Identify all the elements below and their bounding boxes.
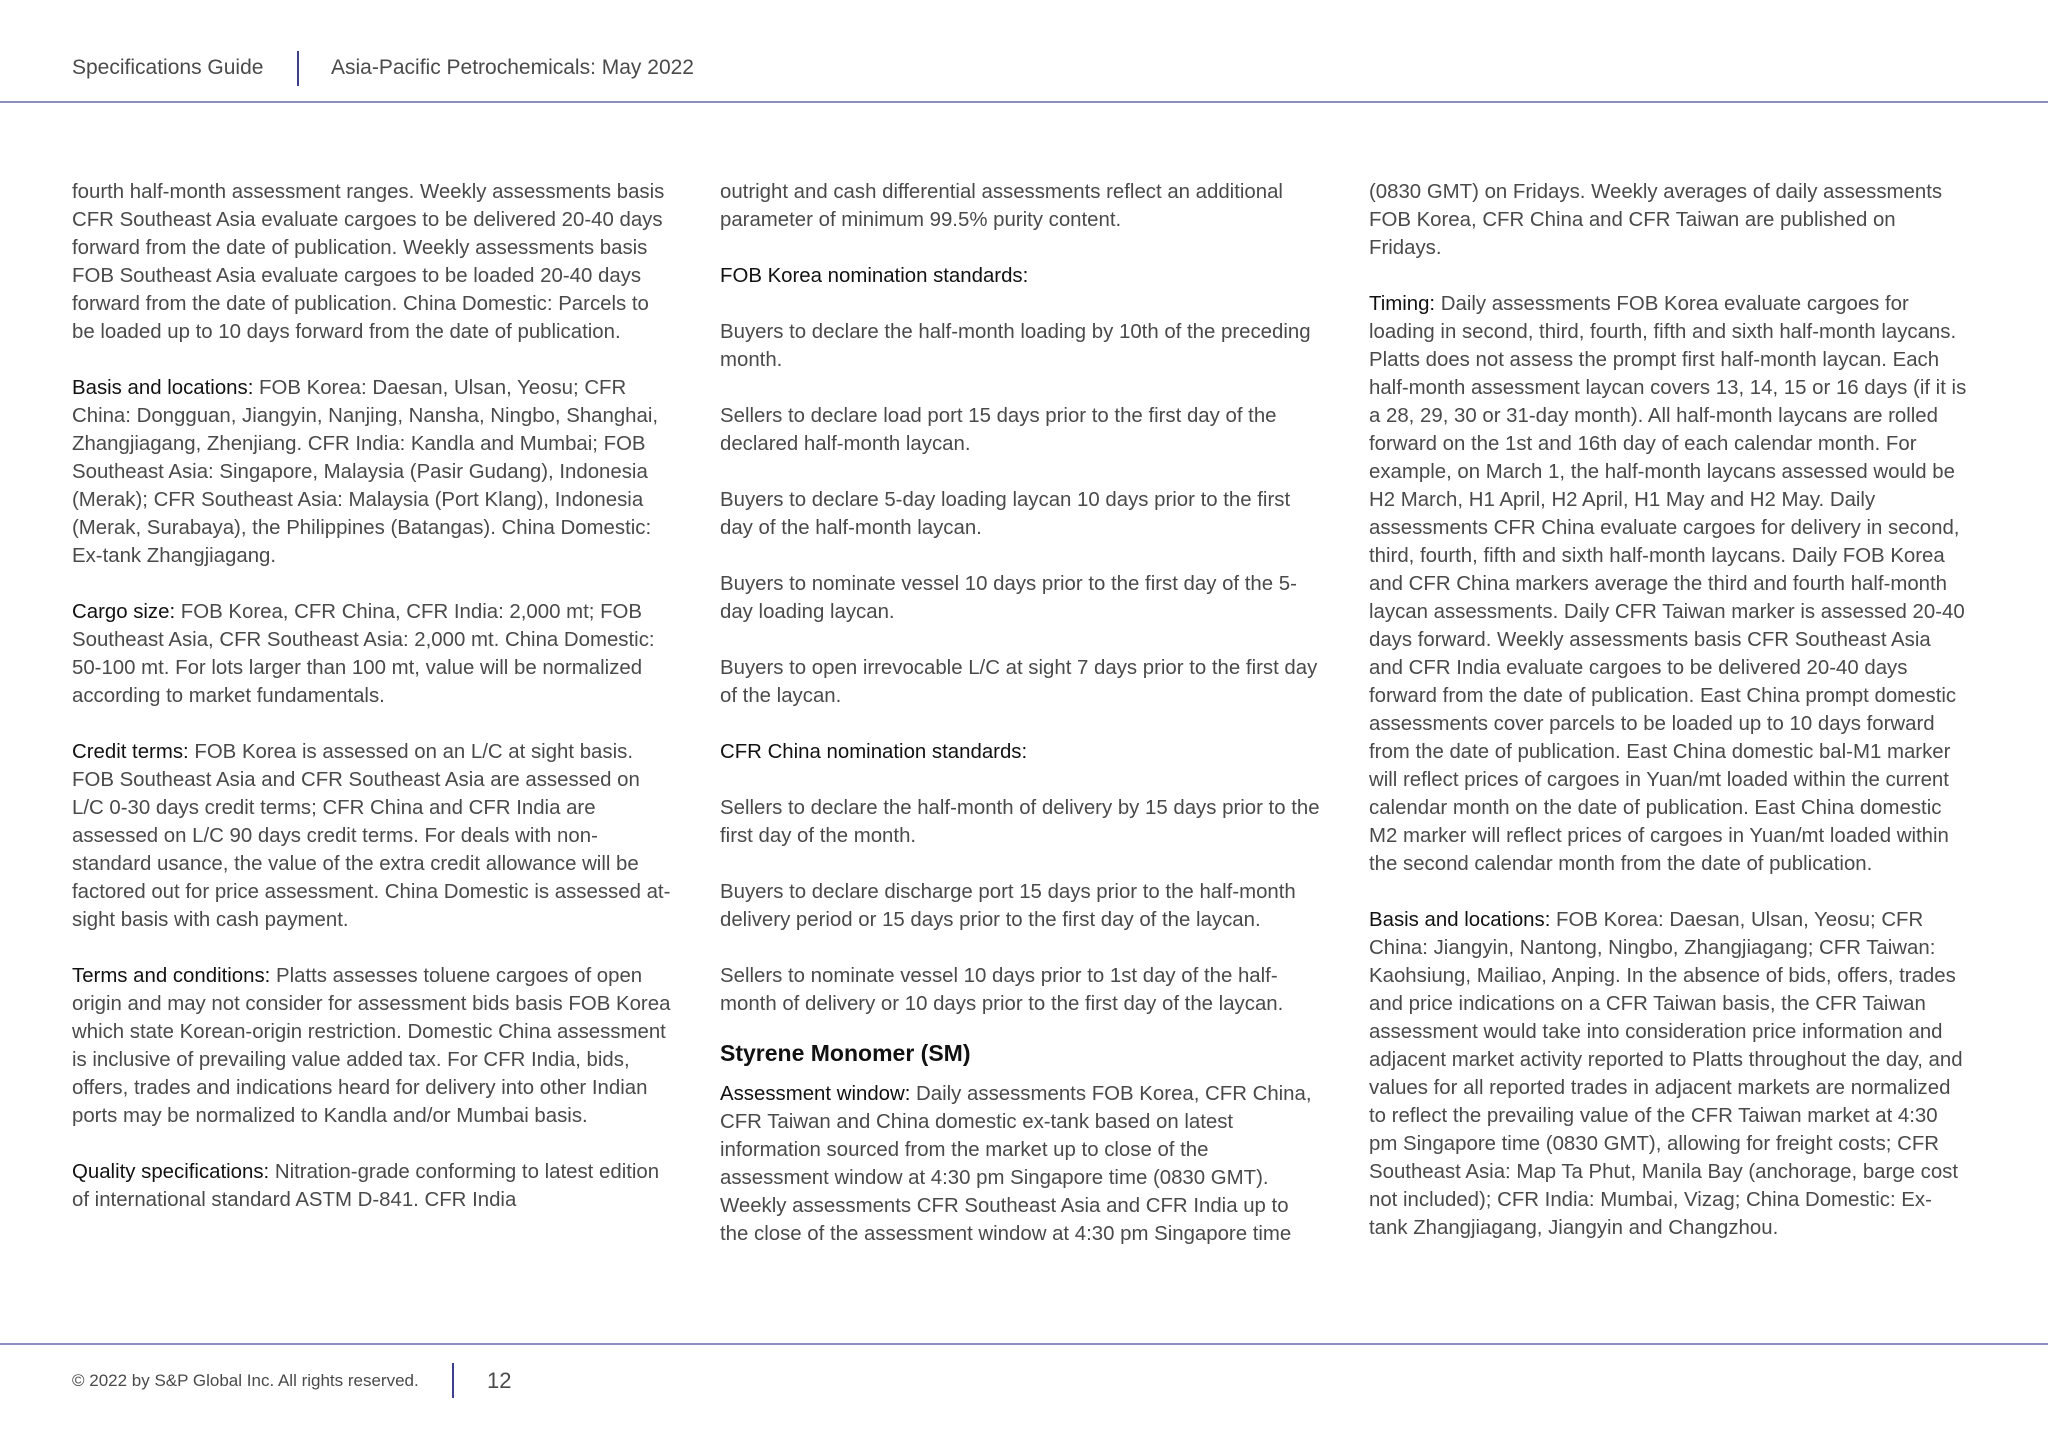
- cargo-size-label: Cargo size:: [72, 601, 176, 623]
- page-header: [0, 0, 2048, 103]
- paragraph-text: fourth half-month assessment ranges. Weekly assessments basis CFR Southeast Asia evaluate cargoes to be delivered 20-40 days forward from the date of publication. Weekly assessments basis FOB Southeast Asia evaluate cargoes to be loaded 20-40 days forward from the date of publication. China Domestic: Parcels to be loaded up to 10 days forward from the date of publication.: [72, 181, 665, 343]
- quality-specifications-paragraph: [72, 1158, 672, 1214]
- quality-specifications-text: Nitration-grade conforming to latest edition of international standard ASTM D-841. CFR India: [72, 1161, 660, 1211]
- cfr-nomination-item-2: Buyers to declare discharge port 15 days prior to the half-month delivery period or 15 days prior to the first day of the laycan.: [720, 881, 1296, 931]
- quality-specifications-label: Quality specifications:: [72, 1161, 270, 1183]
- paragraph: [720, 178, 1320, 234]
- timing-text: Daily assessments FOB Korea evaluate cargoes for loading in second, third, fourth, fifth and sixth half-month laycans. Platts does not assess the prompt first half-month laycan. Each half-month assessment laycan covers 13, 14, 15 or 16 days (if it is a 28, 29, 30 or 31-day month). All half-month laycans are rolled forward on the 1st and 16th day of each calendar month. For example, on March 1, the half-month laycans assessed would be H2 March, H1 April, H2 April, H1 May and H2 May. Daily assessments CFR China evaluate cargoes for delivery in second, third, fourth, fifth and sixth half-month laycans. Daily FOB Korea and CFR China markers average the third and fourth half-month laycan assessments. Daily CFR Taiwan marker is assessed 20-40 days forward. Weekly assessments basis CFR Southeast Asia and CFR India evaluate cargoes to be delivered 20-40 days forward from the date of publication. East China prompt domestic assessments cover parcels to be loaded up to 10 days forward from the date of publication. East China domestic bal-M1 marker will reflect prices of cargoes in Yuan/mt loaded within the current calendar month on the date of publication. East China domestic M2 marker will reflect prices of cargoes in Yuan/mt loaded within the second calendar month from the date of publication.: [1369, 293, 1967, 875]
- cargo-size-paragraph: [72, 598, 672, 710]
- cfr-nomination-item-1: Sellers to declare the half-month of delivery by 15 days prior to the first day of the month.: [720, 797, 1320, 847]
- basis-locations-text: FOB Korea: Daesan, Ulsan, Yeosu; CFR China: Jiangyin, Nantong, Ningbo, Zhangjiagang; CFR Taiwan: Kaohsiung, Mailiao, Anping. In the absence of bids, offers, trades and price indications on a CFR Taiwan basis, the CFR Taiwan assessment would take into consideration price information and adjacent market activity reported to Platts throughout the day, and values for all reported trades in adjacent markets are normalized to reflect the prevailing value of the CFR Taiwan market at 4:30 pm Singapore time (0830 GMT), allowing for freight costs; CFR Southeast Asia: Map Ta Phut, Manila Bay (anchorage, barge cost not included); CFR India: Mumbai, Vizag; China Domestic: Ex-tank Zhangjiagang, Jiangyin and Changzhou.: [1369, 909, 1963, 1239]
- fob-korea-nomination-heading: FOB Korea nomination standards:: [720, 265, 1029, 287]
- terms-conditions-text: Platts assesses toluene cargoes of open origin and may not consider for assessment bids basis FOB Korea which state Korean-origin restriction. Domestic China assessment is inclusive of prevailing value added tax. For CFR India, bids, offers, trades and indications heard for delivery into other Indian ports may be normalized to Kandla and/or Mumbai basis.: [72, 965, 671, 1127]
- fob-nomination-item-5: Buyers to open irrevocable L/C at sight 7 days prior to the first day of the laycan.: [720, 657, 1318, 707]
- basis-locations-label: Basis and locations:: [72, 377, 254, 399]
- fob-nomination-item-3: Buyers to declare 5-day loading laycan 10 days prior to the first day of the half-month laycan.: [720, 489, 1291, 539]
- document-title: Asia-Pacific Petrochemicals: May 2022: [331, 56, 694, 79]
- page-footer: [0, 1343, 2048, 1448]
- assessment-window-paragraph: [720, 1080, 1320, 1248]
- footer-divider: [452, 1363, 454, 1398]
- paragraph: [1369, 178, 1969, 262]
- column-2: [720, 178, 1320, 1276]
- paragraph-text: (0830 GMT) on Fridays. Weekly averages of daily assessments FOB Korea, CFR China and CFR Taiwan are published on Fridays.: [1369, 181, 1943, 259]
- credit-terms-text: FOB Korea is assessed on an L/C at sight basis. FOB Southeast Asia and CFR Southeast Asia are assessed on L/C 0-30 days credit terms; CFR China and CFR India are assessed on L/C 90 days credit terms. For deals with non-standard usance, the value of the extra credit allowance will be factored out for price assessment. China Domestic is assessed at-sight basis with cash payment.: [72, 741, 671, 931]
- fob-nomination-item-4: Buyers to nominate vessel 10 days prior to the first day of the 5-day loading laycan.: [720, 573, 1297, 623]
- content-columns: [72, 178, 1977, 1298]
- cfr-nomination-item-3: Sellers to nominate vessel 10 days prior to 1st day of the half-month of delivery or 10 days prior to the first day of the laycan.: [720, 965, 1284, 1015]
- timing-label: Timing:: [1369, 293, 1436, 315]
- cfr-china-nomination-heading: CFR China nomination standards:: [720, 741, 1028, 763]
- timing-paragraph: [1369, 290, 1969, 878]
- terms-conditions-paragraph: [72, 962, 672, 1130]
- guide-title: Specifications Guide: [72, 56, 264, 79]
- basis-locations-paragraph: [72, 374, 672, 570]
- column-1: [72, 178, 672, 1242]
- fob-nomination-item-1: Buyers to declare the half-month loading by 10th of the preceding month.: [720, 321, 1311, 371]
- basis-locations-paragraph: [1369, 906, 1969, 1242]
- cargo-size-text: FOB Korea, CFR China, CFR India: 2,000 mt; FOB Southeast Asia, CFR Southeast Asia: 2,000 mt. China Domestic: 50-100 mt. For lots larger than 100 mt, value will be normalized according to market fundamentals.: [72, 601, 655, 707]
- assessment-window-text: Daily assessments FOB Korea, CFR China, CFR Taiwan and China domestic ex-tank based on latest information sourced from the market up to close of the assessment window at 4:30 pm Singapore time (0830 GMT). Weekly assessments CFR Southeast Asia and CFR India up to the close of the assessment window at 4:30 pm Singapore time: [720, 1083, 1312, 1245]
- paragraph-text: outright and cash differential assessments reflect an additional parameter of minimum 99.5% purity content.: [720, 181, 1283, 231]
- assessment-window-label: Assessment window:: [720, 1083, 911, 1105]
- credit-terms-paragraph: [72, 738, 672, 934]
- basis-locations-text: FOB Korea: Daesan, Ulsan, Yeosu; CFR China: Dongguan, Jiangyin, Nanjing, Nansha, Ningbo, Shanghai, Zhangjiagang, Zhenjiang. CFR India: Kandla and Mumbai; FOB Southeast Asia: Singapore, Malaysia (Pasir Gudang), Indonesia (Merak); CFR Southeast Asia: Malaysia (Port Klang), Indonesia (Merak, Surabaya), the Philippines (Batangas). China Domestic: Ex-tank Zhangjiagang.: [72, 377, 659, 567]
- credit-terms-label: Credit terms:: [72, 741, 189, 763]
- copyright-notice: © 2022 by S&P Global Inc. All rights reserved.: [72, 1371, 419, 1390]
- header-divider: [297, 51, 299, 86]
- terms-conditions-label: Terms and conditions:: [72, 965, 271, 987]
- page-number: 12: [487, 1368, 512, 1393]
- basis-locations-label: Basis and locations:: [1369, 909, 1551, 931]
- fob-nomination-item-2: Sellers to declare load port 15 days prior to the first day of the declared half-month laycan.: [720, 405, 1277, 455]
- paragraph: [72, 178, 672, 346]
- column-3: [1369, 178, 1969, 1270]
- section-heading-styrene-monomer: Styrene Monomer (SM): [720, 1040, 971, 1066]
